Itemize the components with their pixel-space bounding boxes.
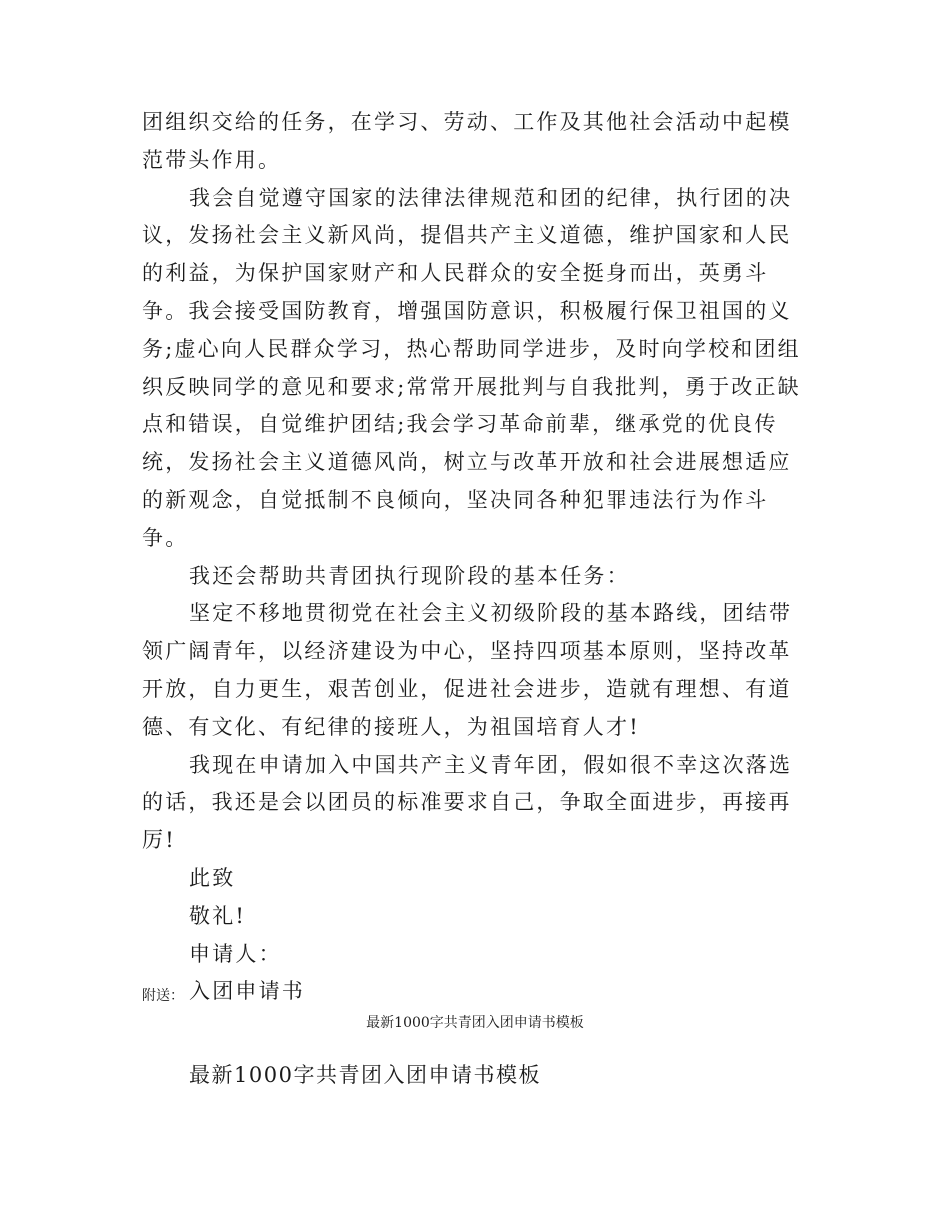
letter-body (142, 104, 812, 1011)
closing-salutation: 此致 (189, 865, 236, 890)
attachment-heading: 最新1000字共青团入团申请书模板 (189, 1063, 541, 1087)
paragraph-basic-line: 坚定不移地贯彻党在社会主义初级阶段的基本路线，团结带领广阔青年，以经济建设为中心，坚持四项基本原则，坚持改革开放，自力更生，艰苦创业，促进社会进步，造就有理想、有道德、有文化、有纪律的接班人，为祖国培育人才! (142, 601, 793, 739)
attachment-title: 最新1000字共青团入团申请书模板 (366, 1015, 584, 1031)
paragraph-discipline: 我会自觉遵守国家的法律法律规范和团的纪律，执行团的决议，发扬社会主义新风尚，提倡共产主义道德，维护国家和人民的利益，为保护国家财产和人民群众的安全挺身而出，英勇斗争。我会接受国防教育，增强国防意识，积极履行保卫祖国的义务;虚心向人民群众学习，热心帮助同学进步，及时向学校和团组织反映同学的意见和要求;常常开展批判与自我批判，勇于改正缺点和错误，自觉维护团结;我会学习革命前辈，继承党的优良传统，发扬社会主义道德风尚，树立与改革开放和社会进展想适应的新观念，自觉抵制不良倾向，坚决同各种犯罪违法行为作斗争。 (142, 185, 801, 550)
applicant-line: 申请人： (189, 941, 282, 966)
document-name: 入团申请书 (189, 979, 305, 1004)
paragraph-continuation: 团组织交给的任务，在学习、劳动、工作及其他社会活动中起模范带头作用。 (142, 110, 792, 172)
closing-regards: 敬礼! (189, 903, 247, 928)
attachment-label: 附送： (142, 988, 184, 1004)
paragraph-tasks-intro: 我还会帮助共青团执行现阶段的基本任务： (189, 563, 630, 588)
paragraph-application: 我现在申请加入中国共产主义青年团，假如很不幸这次落选的话，我还是会以团员的标准要求自己，争取全面进步，再接再厉! (142, 752, 793, 853)
